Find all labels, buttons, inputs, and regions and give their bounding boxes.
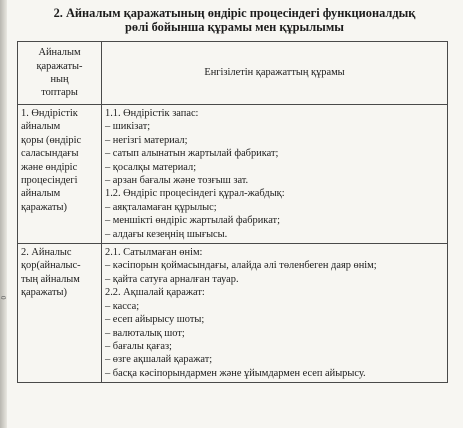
content-line: 1.1. Өндірістік запас:: [105, 108, 199, 119]
table-title: [22, 6, 447, 34]
content-line: – арзан бағалы және тозғыш зат.: [105, 175, 249, 187]
header-composition: Енгізілетін қаражаттың құрамы: [102, 42, 448, 105]
content-line: – касса;: [105, 300, 140, 312]
title-line-2: рөлі бойынша құрамы мен құрылымы: [125, 20, 344, 34]
group-line: қаражаты): [21, 201, 67, 213]
row-2-group: [18, 244, 102, 383]
group-line: 2. Айналыс: [21, 247, 72, 259]
page-binding-edge: [0, 0, 7, 428]
content-line: – негізгі материал;: [105, 134, 188, 146]
group-line: қаражаты): [21, 287, 67, 299]
edge-mark: 0: [0, 296, 8, 300]
content-line: – есеп айырысу шоты;: [105, 314, 205, 326]
content-line: 2.1. Сатылмаған өнім:: [105, 247, 203, 259]
content-line: – қосалқы материал;: [105, 161, 197, 173]
content-line: – өзге ақшалай қаражат;: [105, 354, 213, 366]
header-groups-line: қаражаты-: [36, 60, 83, 72]
group-line: қоры (өндіріс: [21, 134, 82, 146]
row-1-group: [18, 105, 102, 244]
header-groups-line: ның: [50, 74, 69, 85]
content-line: 2.2. Ақшалай қаражат:: [105, 287, 205, 299]
content-line: – сатып алынатын жартылай фабрикат;: [105, 148, 279, 160]
content-line: – валюталық шот;: [105, 327, 185, 339]
group-line: 1. Өндірістік: [21, 108, 78, 119]
row-1-content: [102, 105, 448, 244]
content-line: – бағалы қағаз;: [105, 340, 172, 352]
table-row: [18, 105, 448, 244]
table-row: [18, 244, 448, 383]
content-line: 1.2. Өндіріс процесіндегі құрал-жабдық:: [105, 188, 285, 200]
group-line: қор(айналыс-: [21, 260, 81, 272]
content-line: – кәсіпорын қоймасындағы, алайда әлі төленбеген даяр өнім;: [105, 260, 377, 272]
header-groups-line: Айналым: [38, 47, 81, 59]
group-line: айналым: [21, 121, 61, 133]
group-line: айналым: [21, 188, 61, 200]
content-line: – қайта сатуға арналған тауар.: [105, 273, 239, 285]
group-line: және өндіріс: [21, 161, 78, 173]
group-line: саласындағы: [21, 148, 79, 160]
content-line: – алдағы кезеңнің шығысы.: [105, 228, 228, 240]
content-line: – басқа кәсіпорындармен және ұйымдармен есеп айырысу.: [105, 367, 366, 379]
content-line: – аяқталамаған құрылыс;: [105, 201, 217, 213]
header-groups-line: топтары: [41, 87, 78, 99]
content-line: – меншікті өндіріс жартылай фабрикат;: [105, 215, 280, 227]
group-line: тың айналым: [21, 273, 80, 285]
group-line: процесіндегі: [21, 175, 78, 187]
header-groups: [18, 42, 102, 105]
row-2-content: [102, 244, 448, 383]
title-line-1: 2. Айналым қаражатының өндіріс процесіндегі функционалдық: [53, 6, 416, 20]
table-header-row: [18, 42, 448, 105]
composition-table: [17, 41, 448, 383]
content-line: – шикізат;: [105, 121, 151, 133]
